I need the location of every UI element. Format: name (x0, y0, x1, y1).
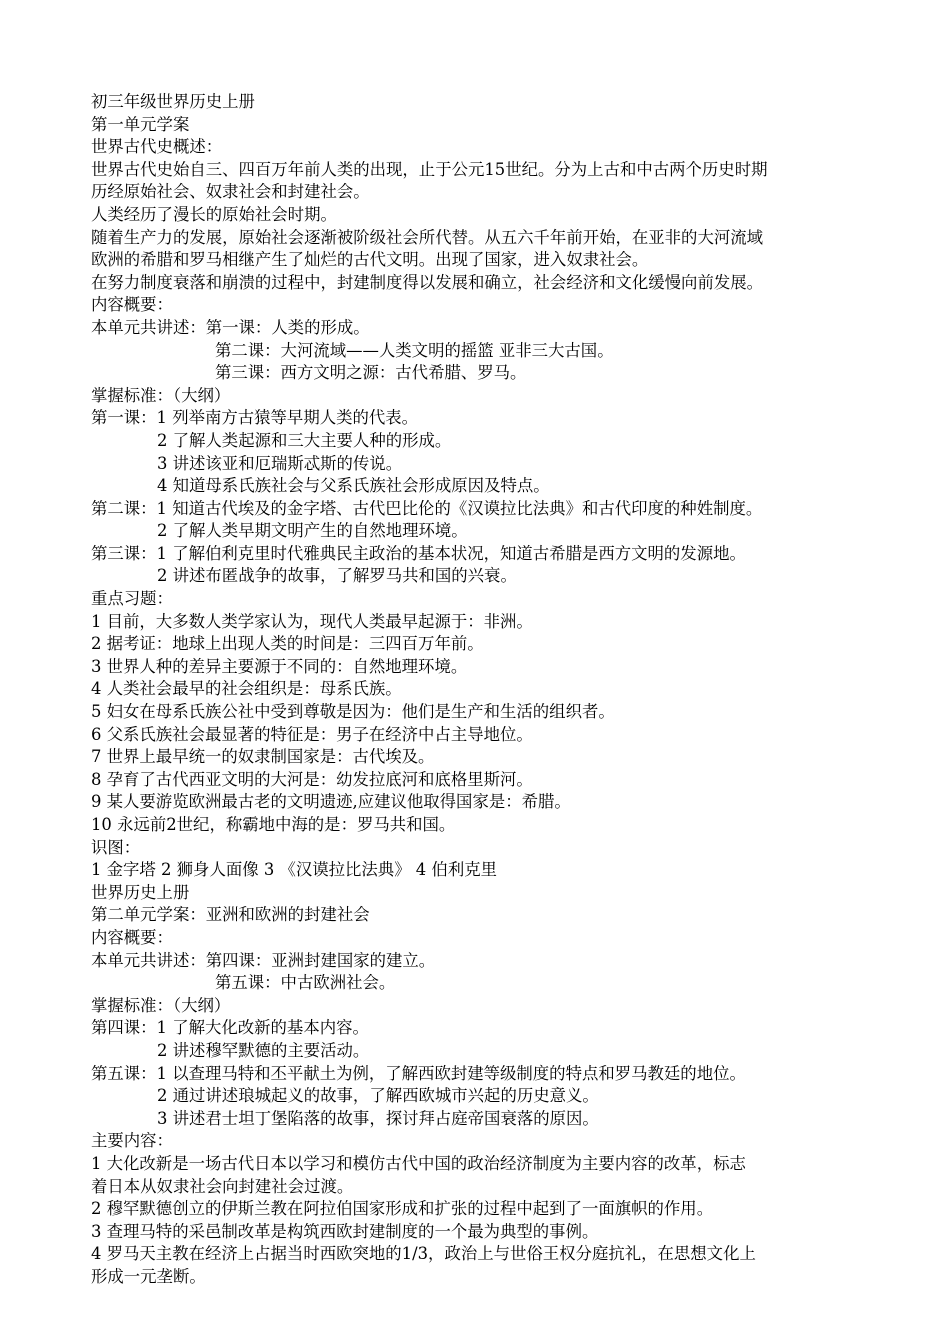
exercise-line: 10 永远前2世纪，称霸地中海的是：罗马共和国。 (91, 815, 456, 834)
unit-two-title: 世界历史上册 (91, 882, 190, 902)
section-heading: 识图： (91, 837, 141, 857)
standard-line: 第一课：1 列举南方古猿等早期人类的代表。 (91, 408, 419, 428)
standard-line: 3 讲述该亚和厄瑞斯忒斯的传说。 (157, 453, 403, 473)
paragraph-line: 随着生产力的发展，原始社会逐渐被阶级社会所代替。从五六千年前开始，在亚非的大河流域 (91, 227, 764, 247)
unit-two-heading: 第二单元学案：亚洲和欧洲的封建社会 (91, 905, 370, 925)
section-heading: 掌握标准：（大纲） (91, 385, 231, 405)
exercise-line: 7 世界上最早统一的奴隶制国家是：古代埃及。 (91, 747, 435, 767)
content-line: 着日本从奴隶社会向封建社会过渡。 (91, 1176, 354, 1196)
lesson-list-line: 本单元共讲述：第一课：人类的形成。 (91, 317, 370, 337)
document-title: 初三年级世界历史上册 (91, 92, 255, 111)
content-line: 形成一元垄断。 (91, 1266, 206, 1286)
document-page (91, 91, 881, 1288)
section-heading: 掌握标准：（大纲） (91, 995, 231, 1015)
lesson-list-line: 本单元共讲述：第四课：亚洲封建国家的建立。 (91, 950, 436, 970)
paragraph-line: 在努力制度衰落和崩溃的过程中，封建制度得以发展和确立，社会经济和文化缓慢向前发展。 (91, 272, 764, 292)
standard-line: 2 讲述布匿战争的故事，了解罗马共和国的兴衰。 (157, 566, 517, 586)
exercise-line: 9 某人要游览欧洲最古老的文明遗迹,应建议他取得国家是：希腊。 (91, 792, 571, 812)
exercise-line: 6 父系氏族社会最显著的特征是：男子在经济中占主导地位。 (91, 724, 533, 744)
unit-one-heading: 第一单元学案 (91, 114, 190, 134)
exercise-line: 5 妇女在母系氏族公社中受到尊敬是因为：他们是生产和生活的组织者。 (91, 702, 615, 722)
standard-line: 2 了解人类起源和三大主要人种的形成。 (157, 430, 452, 450)
standard-line: 第二课：1 知道古代埃及的金字塔、古代巴比伦的《汉谟拉比法典》和古代印度的种姓制度。 (91, 498, 763, 518)
exercise-line: 4 人类社会最早的社会组织是：母系氏族。 (91, 679, 402, 699)
standard-line: 3 讲述君士坦丁堡陷落的故事，探讨拜占庭帝国衰落的原因。 (157, 1108, 599, 1128)
content-line: 2 穆罕默德创立的伊斯兰教在阿拉伯国家形成和扩张的过程中起到了一面旗帜的作用。 (91, 1199, 714, 1219)
figure-list-line: 1 金字塔 2 狮身人面像 3 《汉谟拉比法典》 4 伯利克里 (91, 860, 497, 880)
paragraph-line: 欧洲的希腊和罗马相继产生了灿烂的古代文明。出现了国家，进入奴隶社会。 (91, 250, 649, 270)
section-heading: 世界古代史概述： (91, 137, 223, 157)
standard-line: 4 知道母系氏族社会与父系氏族社会形成原因及特点。 (157, 476, 550, 496)
exercise-line: 2 据考证：地球上出现人类的时间是：三四百万年前。 (91, 634, 484, 654)
paragraph-line: 世界古代史始自三、四百万年前人类的出现，止于公元15世纪。分为上古和中古两个历史时期 (91, 159, 768, 179)
section-heading: 内容概要： (91, 927, 173, 947)
section-heading: 重点习题： (91, 589, 173, 609)
paragraph-line: 历经原始社会、奴隶社会和封建社会。 (91, 182, 370, 202)
content-line: 3 查理马特的采邑制改革是构筑西欧封建制度的一个最为典型的事例。 (91, 1221, 599, 1241)
standard-line: 2 了解人类早期文明产生的自然地理环境。 (157, 521, 468, 541)
exercise-line: 1 目前，大多数人类学家认为，现代人类最早起源于：非洲。 (91, 611, 533, 631)
paragraph-line: 人类经历了漫长的原始社会时期。 (91, 204, 337, 224)
content-line: 4 罗马天主教在经济上占据当时西欧突地的1/3，政治上与世俗王权分庭抗礼，在思想文化上 (91, 1244, 756, 1264)
content-line: 1 大化改新是一场古代日本以学习和模仿古代中国的政治经济制度为主要内容的改革，标志 (91, 1153, 746, 1173)
standard-line: 第三课：1 了解伯利克里时代雅典民主政治的基本状况，知道古希腊是西方文明的发源地。 (91, 543, 746, 563)
lesson-list-line: 第二课：大河流域——人类文明的摇篮 亚非三大古国。 (215, 340, 614, 360)
standard-line: 2 讲述穆罕默德的主要活动。 (157, 1040, 370, 1060)
exercise-line: 3 世界人种的差异主要源于不同的：自然地理环境。 (91, 656, 468, 676)
section-heading: 主要内容： (91, 1131, 173, 1151)
lesson-list-line: 第五课：中古欧洲社会。 (215, 973, 396, 993)
standard-line: 第四课：1 了解大化改新的基本内容。 (91, 1018, 369, 1038)
standard-line: 第五课：1 以查理马特和丕平献土为例，了解西欧封建等级制度的特点和罗马教廷的地位。 (91, 1063, 746, 1083)
lesson-list-line: 第三课：西方文明之源：古代希腊、罗马。 (215, 363, 527, 383)
section-heading: 内容概要： (91, 295, 173, 315)
standard-line: 2 通过讲述琅城起义的故事，了解西欧城市兴起的历史意义。 (157, 1086, 599, 1106)
exercise-line: 8 孕育了古代西亚文明的大河是：幼发拉底河和底格里斯河。 (91, 769, 533, 789)
